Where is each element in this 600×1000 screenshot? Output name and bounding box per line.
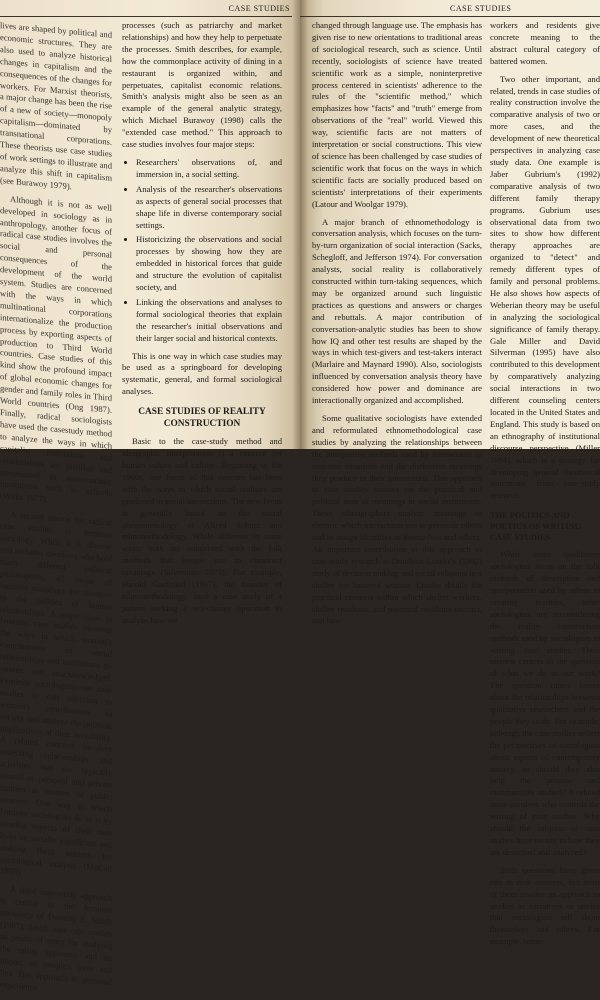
paragraph: Basic to the case-study method and idiographic interpretation is a concern for human values and culture. Beginning in the 1960s, one focus of this concern has been with the ways in which social realities are produced in social interactions. The new focus is generally based on the social phenomenology of Alfred Schutz and ethnomethodology. While different in some ways, both are concerned with the folk methods that people use to construct meanings (Silverman 1975). For example, Harold Garfinkel (1967), the founder of ethnomethodology, used a case study of a patient seeking a sex-change operation to analyze how we xyxy=(122,436,282,625)
paragraph: A third case-study approach is central to the feminist sociology of Dorothy E. Smith (1987). Smith uses case studies as points of entry for studying the ruling apparatus and its impact on people's lives and lies. Her approach to personal experience xyxy=(0,884,112,992)
paragraph: Such questions have given rise to new answers, but most of them involve an approach to studies as narratives or stories that sociologists tell about themselves and others. For example, some xyxy=(490,864,600,947)
list-item: • Linking the observations and analyses to formal sociological theories that explain the researcher's initial observations and their larger social and historical contexts. xyxy=(136,297,282,345)
steps-list xyxy=(122,157,282,345)
right-page xyxy=(300,0,600,947)
header-rule-left xyxy=(0,16,292,17)
list-item: • Analysis of the researcher's observations as aspects of general social processes that shape life in diverse contemporary social settings. xyxy=(136,184,282,232)
paragraph: A second source for radical case studies is feminist sociology. While it is diverse and includes members who hold many different political philosophies, all forms of feminist sociology are attentive to the politics of human relationships. A major issue in feminist case studies involves the ways in which women's contributions to social relationships and institutions go unseen and unacknowledged. Feminist sociologists use case studies to call attention to women's contributions to society and analyze the political implications of their invisibility. A related concern involves analyzing relationships and activities that are typically treated as personal and private matters as matters of public concern. One way in which feminist sociologists do so is by treating aspects of their own lives as socially significant and making them matters for sociological analysis (McCall 1995). xyxy=(0,509,112,878)
list-item: • Researchers' observations of, and immersion in, a social setting. xyxy=(136,157,282,181)
paragraph: workers and residents give concrete meaning to the abstract cultural category of battered women. xyxy=(490,20,600,66)
section-heading: THE POLITICS AND POETICS OF WRITING CASE STUDIES xyxy=(490,511,582,543)
header-rule-right xyxy=(300,16,600,17)
paragraph: processes (such as patriarchy and market relationships) and how they help to perpetuate the processes. Smith describes, for example, how the commonplace activity of dining in a restaurant is organized within, and perpetuates, capitalist economic relations. Smith's analysis might also be seen as an example of the general analytic strategy, which Michael Burawoy (1998) calls the "extended case method." This approach to case studies involves four major steps: xyxy=(122,20,282,150)
left-page-column-1 xyxy=(0,20,112,992)
paragraph: Although it is not as well developed in sociology as in anthropology, another focus of radical case studies involves the social and personal consequences of the development of the world system. Studies are concerned with the ways in which multinational corporations internationalize the production process by exporting aspects of production to Third World countries. Case studies of this kind show the profound impact of global economic changes for gender and family roles in Third World countries (Ong 1987). Finally, radical sociologists have used the casestudy method to analyze the ways in which capitalist institutions and relationships are justified and perpetuated in noneconomic institutions such as schools (Willis 1977). xyxy=(0,193,112,505)
section-heading: CASE STUDIES OF REALITY CONSTRUCTION xyxy=(138,407,266,430)
list-item: • Historicizing the observations and social processes by showing how they are embedded in historical forces that guide and structure the evolution of capitalist society, and xyxy=(136,234,282,294)
right-page-column-2 xyxy=(490,20,600,947)
paragraph: changed through language use. The emphasis has given rise to new orientations to traditional areas of sociological research, such as science. Until recently, sociologists of science have treated scientific work as a simple, noninterpretive process centered in scientists' adherence to the rules of the "scientific method," which emphasizes how "facts" and "truth" emerge from observations of the "real" world. Viewed this way, scientific facts are not matters of interpretation or social constructions. This view of science has been challenged by case studies of scientific work that focus on the ways in which scientific facts are socially produced based on scientists' interpretations of their experiments (Latour and Woolgar 1979). xyxy=(312,20,482,209)
book-gutter xyxy=(292,0,308,449)
left-page-column-2 xyxy=(122,20,282,625)
paragraph: While some qualitative sociologists focus on the folk methods of description and interpretation used by others in creating realities, other sociologists are reconsidering the reality construction methods used by sociologists in writing case studies. Their interest centers in the question of what we do in our work? The question raises issues about the relationships between qualitative researchers and the people they study. For example, although the case studies reflect the perspectives of sociologists about aspects of contemporary society, so should they also help the persons and communities studied? A related issue involves who controls the writing of case studies. Why should the subjects of case studies have no say in how they are described and analyzed? xyxy=(490,549,600,857)
right-page-column-1 xyxy=(312,20,482,626)
paragraph: lives are shaped by political and economic structures. They are also used to analyze historical changes in capitalism and the consequences of the changes for workers. For Marxist theorists, a major change has been the rise of a new of society—monopoly capitalism—dominated by transnational corporations. These theorists use case studies of work settings to illustrate and analyze this shift in capitalism (see Burawoy 1979). xyxy=(0,20,112,192)
running-head-right: CASE STUDIES xyxy=(450,4,512,13)
paragraph: A major branch of ethnomethodology is conversation analysis, which focuses on the turn-by-turn organization of social interaction (Sacks, Schegloff, and Jefferson 1974). For conversation analysts, social reality is collaboratively constructed within turn-taking sequences, which may be organized around such linguistic practices as questions and answers or charges and rebuttals. A major contribution of conversation-analytic studies has been to show how IQ and other test results are shaped by the ways in which test-givers and test-takers interact (Marlaire and Maynard 1990). Also, sociologists influenced by conversation analysis theory have considered how power and dominance are interactionally organized and accomplished. xyxy=(312,216,482,406)
left-page xyxy=(0,0,300,992)
paragraph: This is one way in which case studies may be used as a springboard for developing systematic, general, and formal sociological analyses. xyxy=(122,350,282,397)
paragraph: Some qualitative sociologists have extended and reformulated ethnomethodological case studies by analyzing the relationships between the interpretive methods used by interactants in concrete situations and the distinctive meanings they produce in their interactions. This approach to case studies focuses on the practical and political uses of meanings in social institutions. These ethnographers analyze meanings as rhetoric which interactants use to persuade others and to assign identities to themselves and others. An important contribution to this approach to case-study research is Donileen Loseke's (1992) study of decision making and social relations in a shelter for battered women. Loseke details the practical contexts within which shelter workers, shelter residents, and potential residents interact, and how xyxy=(312,413,482,626)
running-head-left: CASE STUDIES xyxy=(228,4,290,13)
paragraph: Two other important, and related, trends in case studies of reality construction involve the comparative analysis of two or more cases, and the development of new theoretical perspectives in analyzing case study data. One example is Jaber Gubrium's (1992) comparative analysis of two different family therapy programs. Gubrium uses observational data from two sites to show how different therapy approaches are organized to "detect" and remedy different types of family and personal problems. He also shows how aspects of Weberian theory may be useful in analyzing the sociological significance of family therapy. Gale Miller and David Silverman (1995) have also contributed to this development by comparatively analyzing social interactions in two different counseling centers located in the United States and England. This study is based on an ethnography of institutional discourse perspective (Miller 1994), which is a strategy for developing general theoretical statements from case-study research. xyxy=(490,73,600,501)
